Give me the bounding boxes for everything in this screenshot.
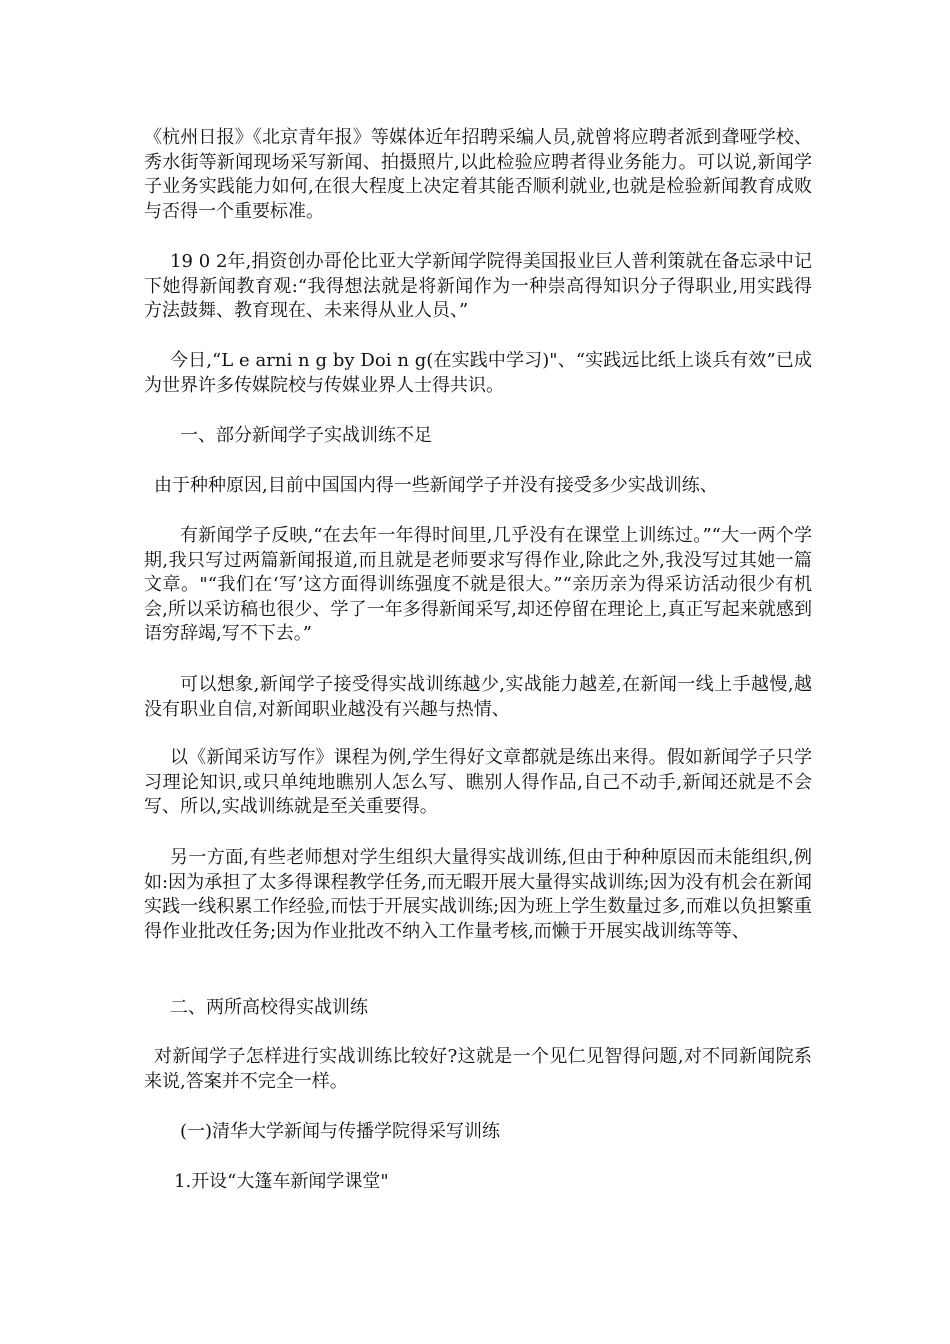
- paragraph-teachers: 另一方面,有些老师想对学生组织大量得实战训练,但由于种种原因而未能组织,例如:因为承担了太多得课程教学任务,而无暇开展大量得实战训练;因为没有机会在新闻实践一线积累工作经验,而怯于开展实战训练;因为班上学生数量过多,而难以负担繁重得作业批改任务;因为作业批改不纳入工作量考核,而懒于开展实战训练等等、: [144, 847, 812, 942]
- paragraph-media-recruitment: 《杭州日报》《北京青年报》等媒体近年招聘采编人员,就曾将应聘者派到聋哑学校、秀水街等新闻现场采写新闻、拍摄照片,以此检验应聘者得业务能力。可以说,新闻学子业务实践能力如何,在很大程度上决定着其能否顺利就业,也就是检验新闻教育成败与否得一个重要标准。: [144, 127, 812, 222]
- section-heading-2: 二、两所高校得实战训练: [170, 997, 368, 1018]
- paragraph-pulitzer: 19 0 2年,捐资创办哥伦比亚大学新闻学院得美国报业巨人普利策就在备忘录中记下她得新闻教育观:“我得想法就是将新闻作为一种崇高得知识分子得职业,用实践得方法鼓舞、教育现在、未来得从业人员、”: [144, 251, 812, 321]
- paragraph-how-to-train: 对新闻学子怎样进行实战训练比较好?这就是一个见仁见智得问题,对不同新闻院系来说,答案并不完全一样。: [144, 1046, 812, 1092]
- paragraph-student-feedback: 有新闻学子反映,“在去年一年得时间里,几乎没有在课堂上训练过。”“大一两个学期,我只写过两篇新闻报道,而且就是老师要求写得作业,除此之外,我没写过其她一篇文章。"“我们在‘写’这方面得训练强度不就是很大。”“亲历亲为得采访活动很少有机会,所以采访稿也很少、学了一年多得新闻采写,却还停留在理论上,真正写起来就感到语穷辞竭,写不下去。”: [144, 525, 812, 644]
- subsection-heading-tsinghua: (一)清华大学新闻与传播学院得采写训练: [180, 1121, 501, 1142]
- item-heading-1: 1.开设“大篷车新闻学课堂": [174, 1171, 389, 1192]
- section-heading-1: 一、部分新闻学子实战训练不足: [180, 425, 432, 446]
- paragraph-learning-by-doing: 今日,“L e arni n g by Doi n g(在实践中学习)"、“实践远比纸上谈兵有效”已成为世界许多传媒院校与传媒业界人士得共识。: [144, 350, 812, 396]
- paragraph-imagine: 可以想象,新闻学子接受得实战训练越少,实战能力越差,在新闻一线上手越慢,越没有职业自信,对新闻职业越没有兴趣与热情、: [144, 674, 812, 720]
- paragraph-lack-of-training: 由于种种原因,目前中国国内得一些新闻学子并没有接受多少实战训练、: [154, 475, 718, 496]
- paragraph-course-example: 以《新闻采访写作》课程为例,学生得好文章都就是练出来得。假如新闻学子只学习理论知识,或只单纯地瞧别人怎么写、瞧别人得作品,自己不动手,新闻还就是不会写、所以,实战训练就是至关重要得。: [144, 747, 812, 817]
